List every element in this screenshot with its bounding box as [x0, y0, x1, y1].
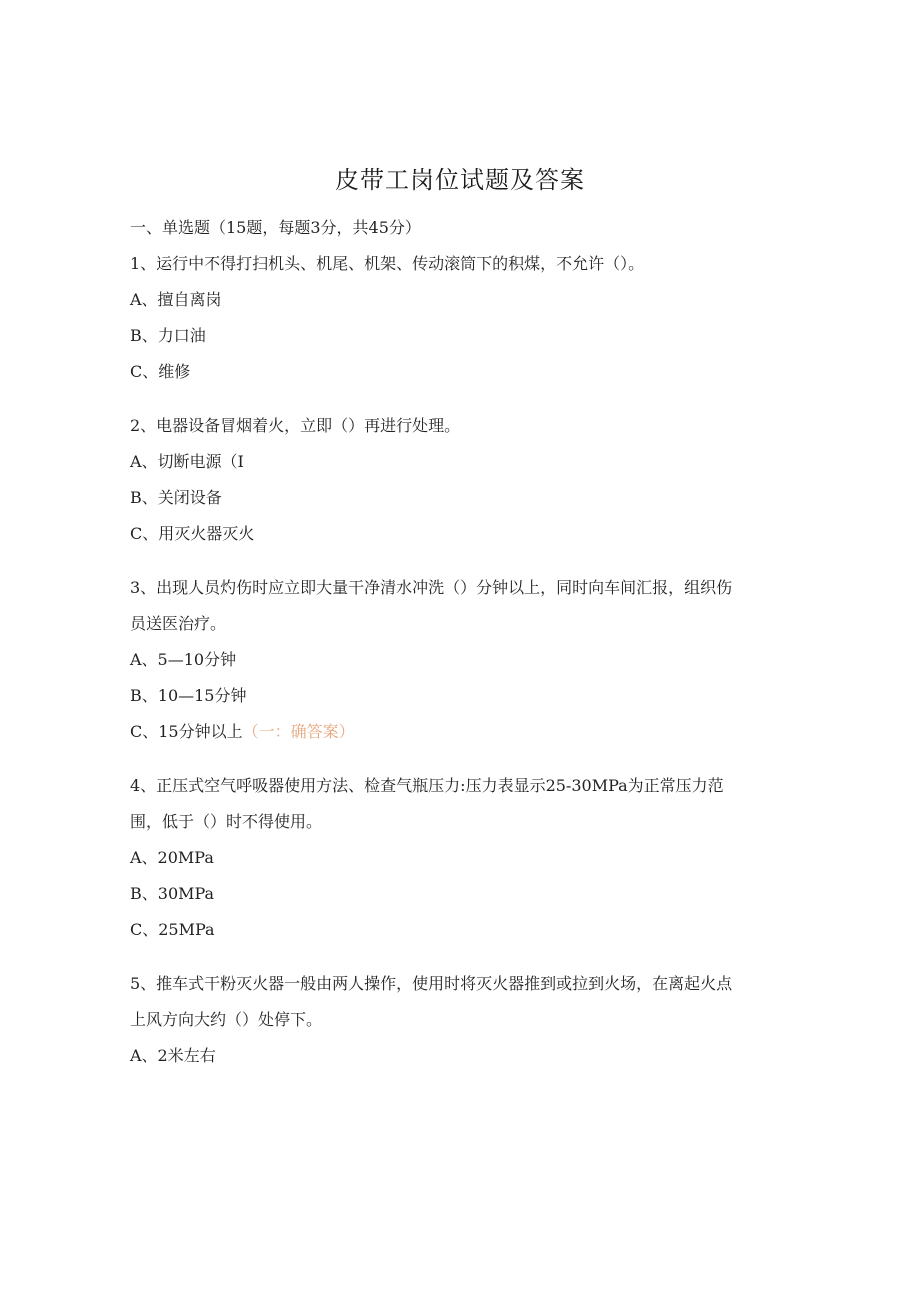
option-text: B、关闭设备: [130, 488, 222, 507]
option-text: A、2米左右: [130, 1046, 216, 1065]
section-header: 一、单选题（15题，每题3分，共45分）: [130, 218, 421, 237]
option-text: C、25MPa: [130, 920, 215, 939]
question-stem: 1、运行中不得打扫机头、机尾、机架、传动滚筒下的积煤，不允许（）。: [130, 254, 645, 273]
question-3: [130, 574, 790, 754]
option-a: [130, 1042, 790, 1078]
question-5: [130, 970, 790, 1078]
question-2: [130, 412, 790, 556]
option-b: [130, 322, 790, 358]
option-b: [130, 880, 790, 916]
option-b: [130, 484, 790, 520]
option-c: [130, 358, 790, 394]
question-stem: 2、电器设备冒烟着火，立即（）再进行处理。: [130, 416, 461, 435]
question-stem-continued: 上风方向大约（）处停下。: [130, 1010, 323, 1029]
option-text: A、20MPa: [130, 848, 214, 867]
option-text: B、30MPa: [130, 884, 215, 903]
option-c: [130, 520, 790, 556]
question-stem: 4、正压式空气呼吸器使用方法、检查气瓶压力:压力表显示25-30MPa为正常压力范: [130, 776, 724, 795]
question-stem-continued: 员送医治疗。: [130, 614, 227, 633]
question-stem-continued: 围，低于（）时不得使用。: [130, 812, 323, 831]
option-b: [130, 682, 790, 718]
option-text: A、擅自离岗: [130, 290, 222, 309]
content-body: [130, 214, 790, 1096]
question-stem: 5、推车式干粉灭火器一般由两人操作，使用时将灭火器推到或拉到火场，在离起火点: [130, 974, 733, 993]
option-text: A、切断电源（I: [130, 452, 244, 471]
option-text: A、5—10分钟: [130, 650, 237, 669]
option-text: C、15分钟以上: [130, 722, 243, 741]
question-stem: 3、出现人员灼伤时应立即大量干净清水冲洗（）分钟以上，同时向车间汇报，组织伤: [130, 578, 733, 597]
correct-answer-mark: （一：确答案）: [242, 722, 355, 741]
option-a: [130, 286, 790, 322]
option-text: C、维修: [130, 362, 191, 381]
question-1: [130, 250, 790, 394]
option-c: [130, 916, 790, 952]
page-title: 皮带工岗位试题及答案: [335, 166, 585, 194]
option-a: [130, 844, 790, 880]
option-text: B、力口油: [130, 326, 206, 345]
option-c: [130, 718, 790, 754]
option-a: [130, 448, 790, 484]
option-text: B、10—15分钟: [130, 686, 247, 705]
option-text: C、用灭火器灭火: [130, 524, 255, 543]
option-a: [130, 646, 790, 682]
question-4: [130, 772, 790, 952]
